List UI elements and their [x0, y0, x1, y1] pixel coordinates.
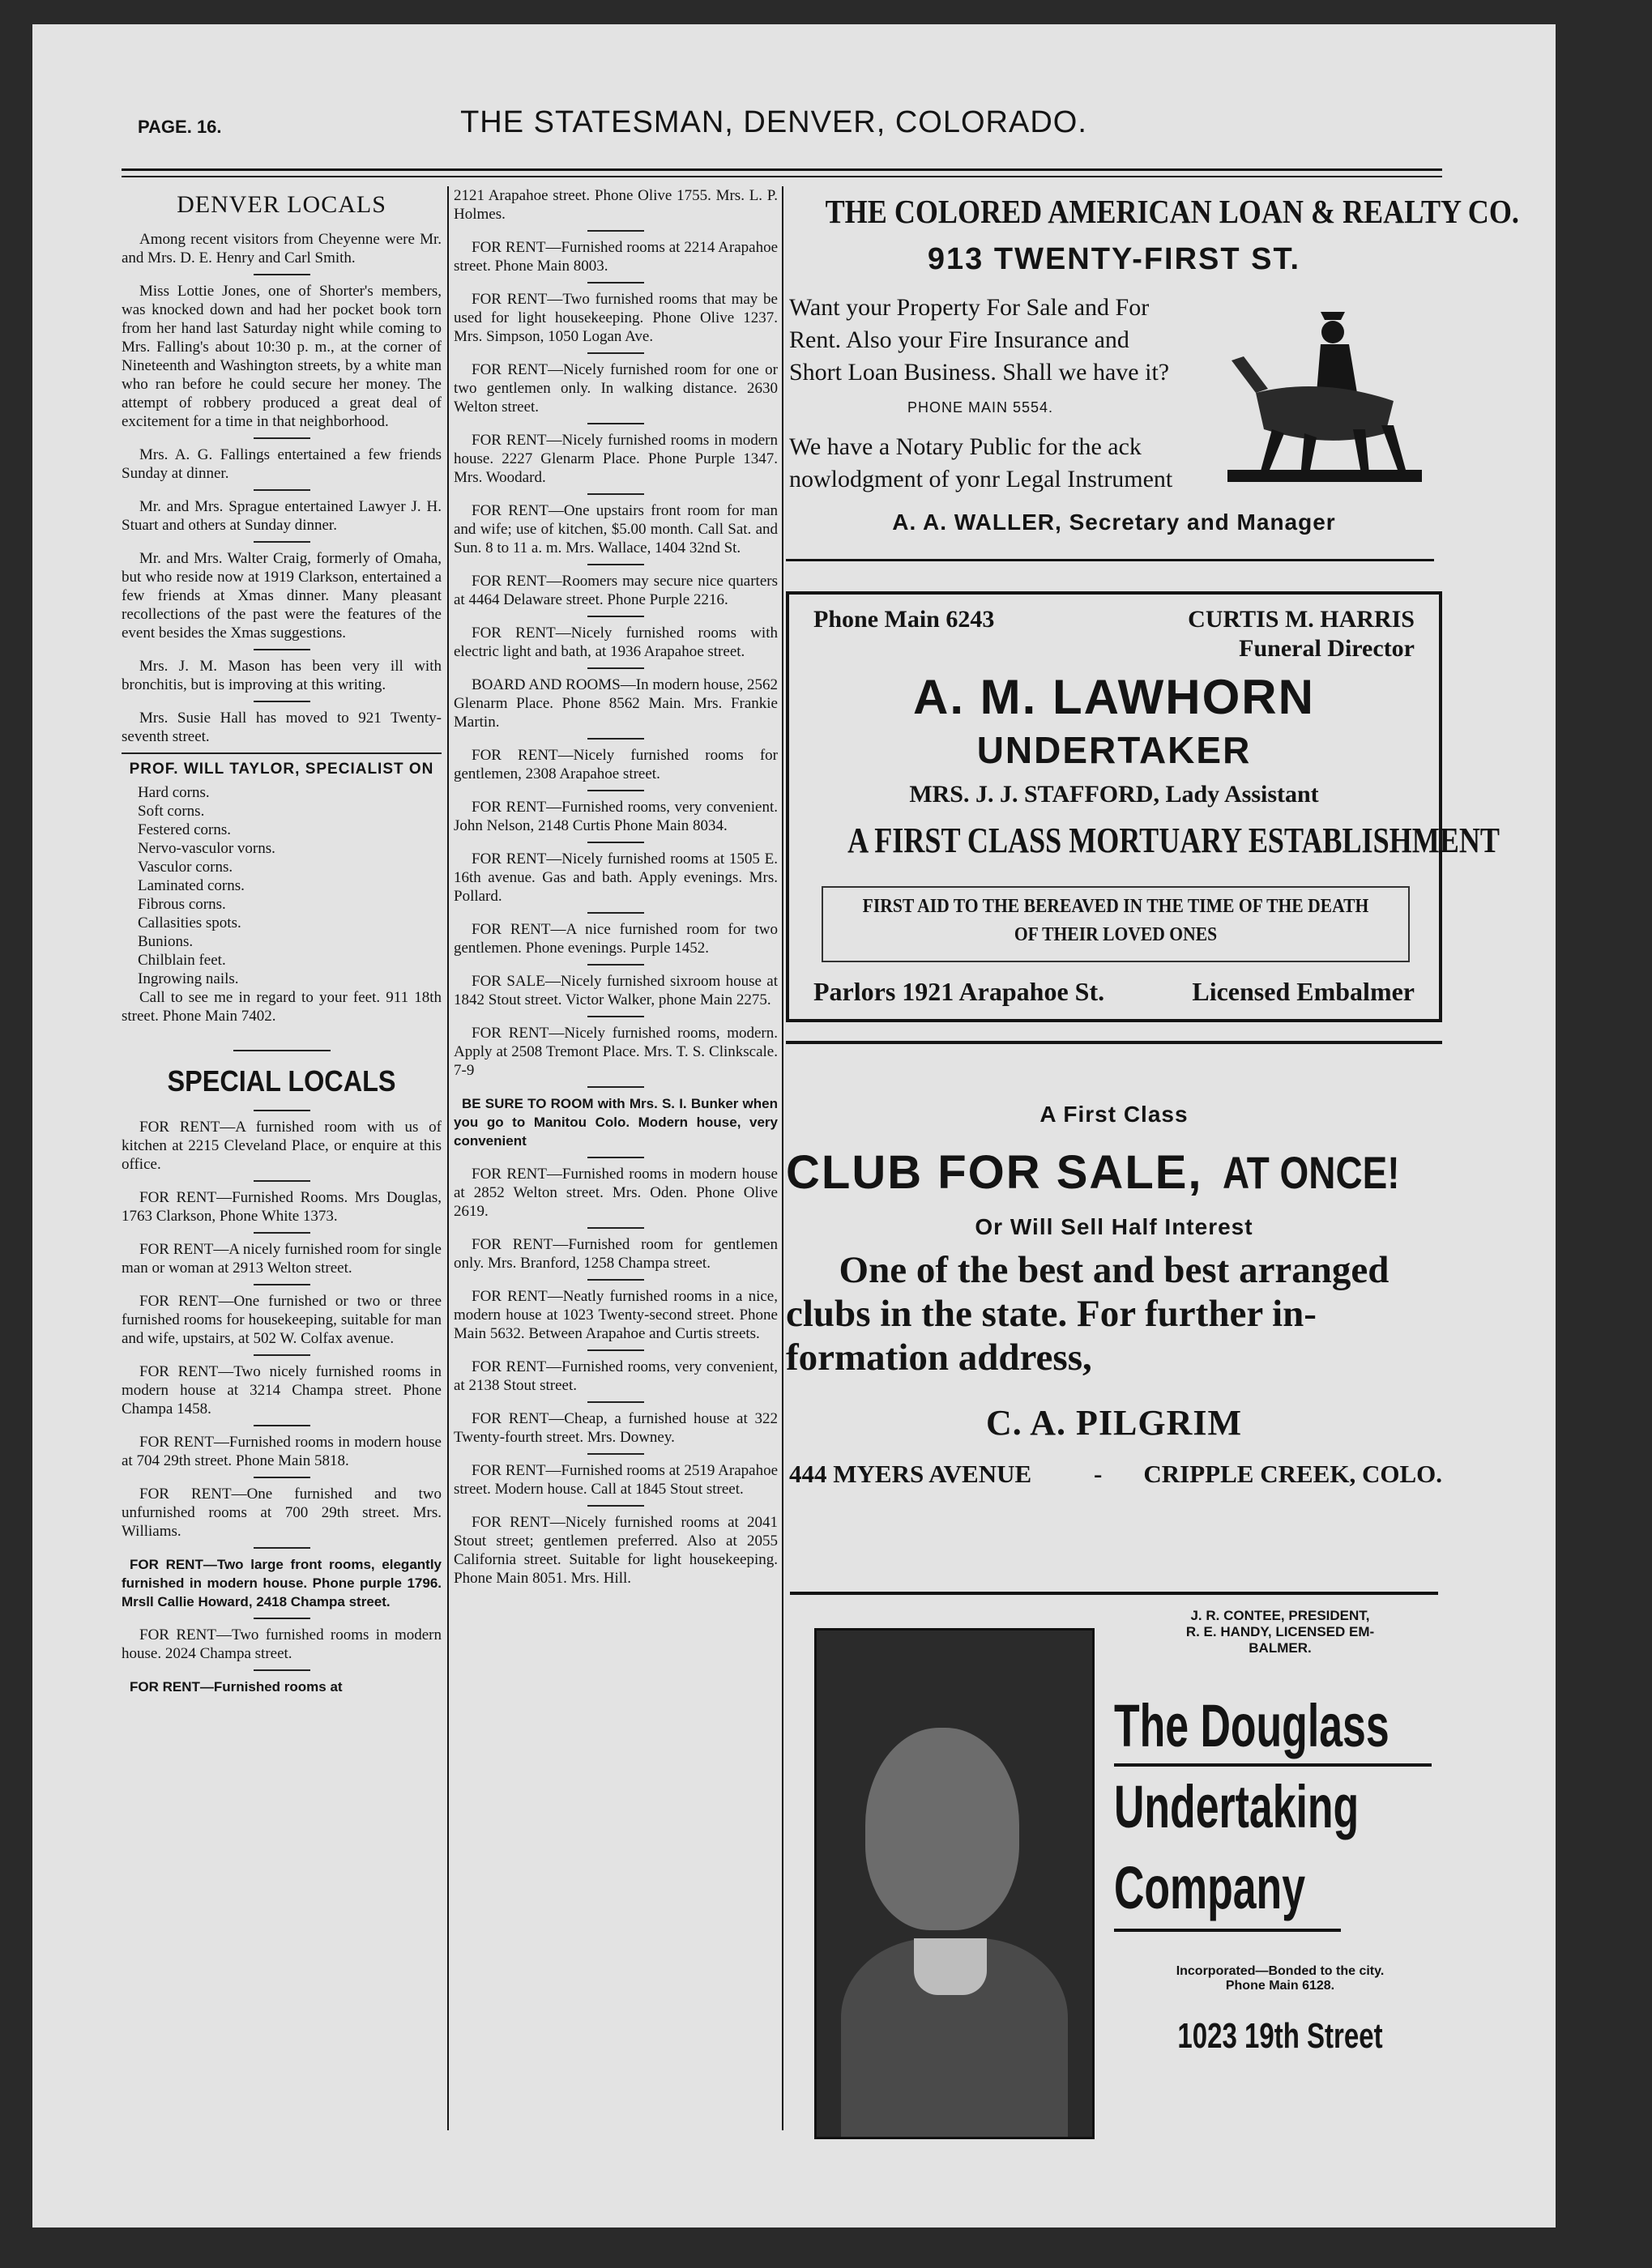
portrait-face — [865, 1728, 1019, 1930]
ailment: Festered corns. — [138, 821, 232, 838]
separator — [254, 701, 310, 702]
rent-item: FOR RENT—Nicely furnished rooms, modern. Apply at 2508 Tremont Place. Mrs. T. S. Clinkscale. 7-9 — [454, 1025, 778, 1079]
loan-ad-address: 913 TWENTY-FIRST ST. — [927, 242, 1301, 276]
club-body: clubs in the state. For further in- — [786, 1293, 1317, 1335]
rent-item: BOARD AND ROOMS—In modern house, 2562 Glenarm Place. Phone 8562 Main. Mrs. Frankie Martin. — [454, 676, 778, 731]
rent-item: FOR SALE—Nicely furnished sixroom house at 1842 Stout street. Victor Walker, phone Main 2275. — [454, 973, 778, 1008]
separator — [587, 282, 644, 284]
director-title: Funeral Director — [1239, 635, 1415, 662]
rent-item: FOR RENT—Furnished rooms at 2519 Arapahoe street. Modern house. Call at 1845 Stout street. — [454, 1462, 778, 1498]
header-rule-top — [122, 168, 1442, 171]
separator — [122, 752, 442, 754]
rent-item: FOR RENT—Roomers may secure nice quarters at 4464 Delaware street. Phone Purple 2216. — [454, 573, 778, 608]
rent-item: FOR RENT—Neatly furnished rooms in a nice, modern house at 1023 Twenty-second street. Phone Main 5632. Between Arapahoe and Curtis streets. — [454, 1288, 778, 1342]
club-headline-urgent: AT ONCE! — [1222, 1147, 1400, 1198]
separator — [587, 667, 644, 669]
douglass-undertaking-ad — [1114, 1608, 1446, 2130]
douglass-phone: Phone Main 6128. — [1225, 1979, 1335, 1993]
lawhorn-parlors: Parlors 1921 Arapahoe St. — [813, 977, 1105, 1006]
separator — [587, 790, 644, 791]
rent-item-bold: FOR RENT—Two large front rooms, elegantly furnished in modern house. Phone purple 1796. Mrsll Callie Howard, 2418 Champa street. — [122, 1557, 442, 1609]
column-middle — [454, 186, 778, 1588]
separator — [254, 1284, 310, 1285]
separator — [254, 1425, 310, 1426]
douglass-name: The Douglass — [1114, 1689, 1432, 1767]
separator — [254, 489, 310, 491]
rent-item: FOR RENT—Two furnished rooms in modern house. 2024 Champa street. — [122, 1626, 442, 1662]
club-headline-row — [786, 1145, 1442, 1200]
separator — [254, 541, 310, 543]
club-address: 444 MYERS AVENUE — [789, 1460, 1032, 1488]
local-item: Mrs. Susie Hall has moved to 921 Twenty-seventh street. — [122, 710, 442, 745]
separator — [587, 1279, 644, 1281]
club-body: formation address, — [786, 1336, 1092, 1379]
ailment: Nervo-vasculor vorns. — [138, 840, 275, 857]
separator — [587, 842, 644, 843]
rent-item: FOR RENT—Nicely furnished rooms with electric light and bath, at 1936 Arapahoe street. — [454, 625, 778, 660]
separator — [587, 1453, 644, 1455]
lawhorn-ad-rule — [786, 1041, 1442, 1044]
separator — [587, 1016, 644, 1017]
rent-item: FOR RENT—Furnished rooms at 2214 Arapahoe street. Phone Main 8003. — [454, 239, 778, 275]
rent-item: FOR RENT—A furnished room with us of kitchen at 2215 Cleveland Place, or enquire at this office. — [122, 1119, 442, 1173]
first-aid-line: FIRST AID TO THE BEREAVED IN THE TIME OF THE DEATH — [862, 896, 1369, 917]
ailment: Bunions. — [138, 933, 194, 950]
separator — [587, 230, 644, 232]
separator — [587, 616, 644, 617]
loan-ad-line: Short Loan Business. Shall we have it? — [789, 359, 1170, 386]
rent-item: FOR RENT—One furnished and two unfurnished rooms at 700 29th street. Mrs. Williams. — [122, 1486, 442, 1540]
masthead: THE STATESMAN, DENVER, COLORADO. — [460, 105, 1087, 139]
separator — [254, 1354, 310, 1356]
prof-taylor-title: PROF. WILL TAYLOR, SPECIALIST ON — [129, 761, 434, 778]
separator — [254, 1669, 310, 1671]
separator — [587, 1401, 644, 1403]
loan-ad-line: Want your Property For Sale and For — [789, 294, 1150, 321]
loan-ad-line: nowlodgment of yonr Legal Instrument — [789, 466, 1173, 492]
separator — [587, 352, 644, 354]
local-item: Mr. and Mrs. Sprague entertained Lawyer J. H. Stuart and others at Sunday dinner. — [122, 498, 442, 534]
rent-item: FOR RENT—Nicely furnished rooms in modern house. 2227 Glenarm Place. Phone Purple 1347. Mrs. Woodard. — [454, 432, 778, 486]
local-item: Mr. and Mrs. Walter Craig, formerly of Omaha, but who reside now at 1919 Clarkson, entertained a few friends at Xmas dinner. Many pleasant recollections of the past were the features of the event besides the Xmas suggestions. — [122, 550, 442, 642]
rent-item: FOR RENT—Nicely furnished room for one or two gentlemen only. In walking distance. 2630 Welton street. — [454, 361, 778, 416]
separator — [254, 1180, 310, 1182]
club-for-sale-ad — [786, 1102, 1442, 1523]
ailment: Fibrous corns. — [138, 896, 226, 913]
first-aid-line: OF THEIR LOVED ONES — [1014, 924, 1218, 945]
local-item: Mrs. J. M. Mason has been very ill with bronchitis, but is improving at this writing. — [122, 658, 442, 693]
separator — [254, 1547, 310, 1549]
rent-item-bold: BE SURE TO ROOM with Mrs. S. I. Bunker when you go to Manitou Colo. Modern house, very convenient — [454, 1096, 778, 1149]
separator — [587, 1349, 644, 1351]
separator — [587, 912, 644, 914]
ailment: Ingrowing nails. — [138, 970, 239, 987]
douglass-address: 1023 19th Street — [1177, 2016, 1383, 2056]
lawhorn-tagline: A FIRST CLASS MORTUARY ESTABLISHMENT — [847, 821, 1500, 860]
ailment: Vasculor corns. — [138, 859, 233, 876]
rent-item: FOR RENT—Two furnished rooms that may be used for light housekeeping. Phone Olive 1237. Mrs. Simpson, 1050 Logan Ave. — [454, 291, 778, 345]
rent-item: FOR RENT—Two nicely furnished rooms in modern house at 3214 Champa street. Phone Champa 1458. — [122, 1363, 442, 1418]
douglass-officers: R. E. HANDY, LICENSED EM- — [1185, 1624, 1375, 1639]
rent-item: 2121 Arapahoe street. Phone Olive 1755. Mrs. L. P. Holmes. — [454, 187, 778, 223]
ailment: Laminated corns. — [138, 877, 245, 894]
club-body: One of the best and best arranged — [839, 1249, 1389, 1291]
separator — [254, 1232, 310, 1234]
column-divider-1 — [447, 186, 449, 2130]
club-pre: A First Class — [1039, 1102, 1189, 1127]
portrait-collar — [914, 1938, 987, 1995]
lawhorn-role: UNDERTAKER — [976, 729, 1252, 771]
loan-ad-phone: PHONE MAIN 5554. — [907, 399, 1054, 416]
local-item: Miss Lottie Jones, one of Shorter's members, was knocked down and had her pocket book torn from her hand last Saturday night while coming to Mrs. Falling's about 10:30 p. m., at the corner of Nineteenth and Washington streets, by a white man who ran before he could secure her money. The attempt of robbery produced a great deal of excitement for a time in that neighborhood. — [122, 283, 442, 430]
separator — [233, 1050, 331, 1051]
page-header — [105, 105, 1442, 154]
separator — [254, 1618, 310, 1619]
denver-locals-title: DENVER LOCALS — [177, 191, 386, 218]
club-address-row — [786, 1460, 1442, 1495]
separator — [254, 649, 310, 650]
ailment: Soft corns. — [138, 803, 205, 820]
prof-taylor-footer: Call to see me in regard to your feet. 911 18th street. Phone Main 7402. — [122, 989, 442, 1025]
ailment: Chilblain feet. — [138, 952, 226, 969]
club-contact-name: C. A. PILGRIM — [985, 1403, 1243, 1443]
club-dash: - — [1094, 1460, 1103, 1488]
lawhorn-phone: Phone Main 6243 — [813, 606, 995, 633]
separator — [254, 274, 310, 275]
separator — [587, 1505, 644, 1507]
lawhorn-undertaker-ad — [786, 591, 1500, 1022]
loan-ad-rule — [786, 559, 1434, 561]
local-item: Mrs. A. G. Fallings entertained a few friends Sunday at dinner. — [122, 446, 442, 482]
separator — [254, 1110, 310, 1111]
loan-ad-manager: A. A. WALLER, Secretary and Manager — [892, 509, 1336, 535]
douglass-inc: Incorporated—Bonded to the city. — [1176, 1964, 1385, 1978]
rent-item: FOR RENT—One upstairs front room for man and wife; use of kitchen, $5.00 month. Call Sat. and Sun. 8 to 11 a. m. Mrs. Wallace, 1404 32nd St. — [454, 502, 778, 556]
rent-item: FOR RENT—Furnished room for gentlemen only. Mrs. Branford, 1258 Champa street. — [454, 1236, 778, 1272]
loan-ad-title: THE COLORED AMERICAN LOAN & REALTY CO. — [825, 193, 1519, 230]
rent-item: FOR RENT—Furnished Rooms. Mrs Douglas, 1763 Clarkson, Phone White 1373. — [122, 1189, 442, 1225]
special-locals-title: SPECIAL LOCALS — [167, 1064, 396, 1098]
rent-item: FOR RENT—Furnished rooms in modern house at 704 29th street. Phone Main 5818. — [122, 1434, 442, 1469]
douglass-name: Company — [1114, 1848, 1341, 1932]
rent-item: FOR RENT—Nicely furnished rooms at 1505 E. 16th avenue. Gas and bath. Apply evenings. Mrs. Pollard. — [454, 850, 778, 905]
rent-item: FOR RENT—Furnished rooms in modern house at 2852 Welton street. Mrs. Oden. Phone Olive 2619. — [454, 1166, 778, 1220]
rent-item: FOR RENT—A nice furnished room for two gentlemen. Phone evenings. Purple 1452. — [454, 921, 778, 957]
loan-ad-line: Rent. Also your Fire Insurance and — [789, 326, 1129, 353]
ailment: Hard corns. — [138, 784, 210, 801]
separator — [587, 738, 644, 740]
separator — [254, 437, 310, 439]
column-divider-2 — [782, 186, 783, 2130]
separator — [587, 1086, 644, 1088]
portrait-photo — [814, 1628, 1095, 2139]
douglass-officers: J. R. CONTEE, PRESIDENT, — [1190, 1608, 1370, 1623]
ailment: Callasities spots. — [138, 914, 241, 932]
rent-item-bold: FOR RENT—Furnished rooms at — [130, 1679, 343, 1695]
rent-item: FOR RENT—A nicely furnished room for single man or woman at 2913 Welton street. — [122, 1241, 442, 1277]
local-item: Among recent visitors from Cheyenne were Mr. and Mrs. D. E. Henry and Carl Smith. — [122, 231, 442, 266]
loan-ad-line: We have a Notary Public for the ack — [789, 433, 1142, 460]
separator — [587, 1157, 644, 1158]
separator — [587, 564, 644, 565]
separator — [587, 493, 644, 495]
rent-item: FOR RENT—Nicely furnished rooms at 2041 Stout street; gentlemen preferred. Also at 2055 California street. Suitable for light housekeeping. Phone Main 8051. Mrs. Hill. — [454, 1514, 778, 1587]
club-city: CRIPPLE CREEK, COLO. — [1143, 1460, 1442, 1488]
douglass-name: Undertaking — [1114, 1773, 1360, 1840]
header-rule-bottom — [122, 176, 1442, 177]
horse-rider-illustration — [1223, 296, 1426, 490]
page-number: PAGE. 16. — [138, 117, 222, 137]
separator — [587, 423, 644, 424]
lawhorn-licensed: Licensed Embalmer — [1192, 977, 1415, 1006]
rent-item: FOR RENT—One furnished or two or three furnished rooms for housekeeping, suitable for man and wife, upstairs, at 502 W. Colfax avenue. — [122, 1293, 442, 1347]
club-sub: Or Will Sell Half Interest — [975, 1214, 1253, 1239]
column-left — [122, 186, 442, 1696]
separator — [587, 1227, 644, 1229]
douglass-officers: BALMER. — [1249, 1640, 1312, 1656]
club-ad-rule — [790, 1592, 1438, 1595]
club-headline: CLUB FOR SALE, — [786, 1146, 1203, 1199]
separator — [587, 964, 644, 966]
rent-item: FOR RENT—Furnished rooms, very convenient, at 2138 Stout street. — [454, 1358, 778, 1394]
lawhorn-name: A. M. LAWHORN — [913, 670, 1315, 724]
director-name: CURTIS M. HARRIS — [1188, 606, 1415, 633]
separator — [254, 1477, 310, 1478]
lawhorn-assistant: MRS. J. J. STAFFORD, Lady Assistant — [909, 781, 1319, 808]
first-aid-box — [822, 886, 1410, 962]
rent-item: FOR RENT—Furnished rooms, very convenient. John Nelson, 2148 Curtis Phone Main 8034. — [454, 799, 778, 834]
rent-item: FOR RENT—Nicely furnished rooms for gentlemen, 2308 Arapahoe street. — [454, 747, 778, 782]
rent-item: FOR RENT—Cheap, a furnished house at 322 Twenty-fourth street. Mrs. Downey. — [454, 1410, 778, 1446]
